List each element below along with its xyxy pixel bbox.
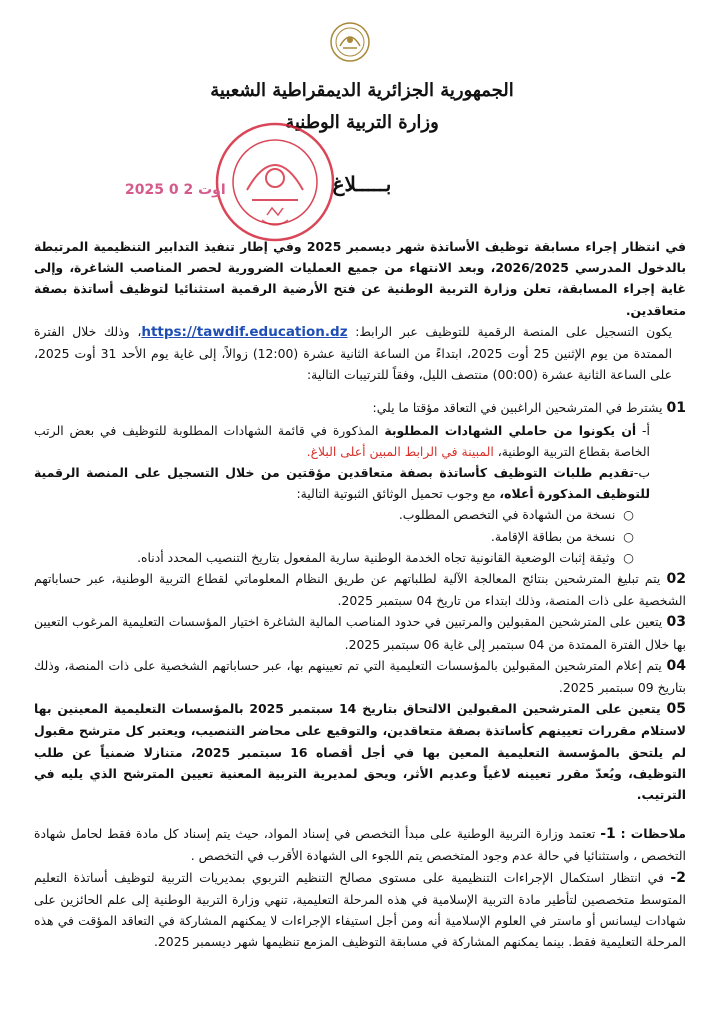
item-02-text: يتم تبليغ المترشحين بنتائج المعالجة الآلية لطلباتهم عن طريق النظام المعلوماتي لقطاع التربية الوطنية، عبر حساباتهم الشخصية على ذات المنصة، وذلك ابتداء من تاريخ 04 سبتمبر 2025. [34, 571, 686, 609]
registration-after: ، وذلك خلال الفترة الممتدة من يوم الإثنين 25 أوت 2025، ابتداءً من الساعة الثانية عشرة (12:00) زوالاً، إلى غاية يوم الأحد 31 أوت 2025، على الساعة الثانية عشرة (00:00) منتصف الليل، وفقاً للترتيبات التالية: [34, 323, 673, 383]
algeria-emblem-icon [328, 18, 372, 66]
item-01-b [34, 462, 686, 504]
item-01 [34, 397, 686, 419]
item-03 [34, 611, 686, 654]
ministry-heading: وزارة التربية الوطنية [285, 112, 439, 133]
item-01-b-text: مع وجوب تحميل الوثائق الثبوتية التالية: [296, 486, 496, 502]
item-03-text: يتعين على المترشحين المقبولين والمرتبين في حدود المناصب المالية الشاغرة اختيار المؤسسات التعليمية المرغوب التعيين بها خلال الفترة الممتدة من 04 سبتمبر إلى غاية 06 سبتمبر 2025. [34, 614, 686, 652]
registration-before: يكون التسجيل على المنصة الرقمية للتوظيف عبر الرابط: [355, 323, 672, 339]
item-01-a-prefix: أ- [642, 422, 650, 438]
list-item: ○ وثيقة إثبات الوضعية القانونية تجاه الخدمة الوطنية سارية المفعول بتاريخ التنصيب المحدد أدناه. [137, 549, 634, 565]
item-05-text: يتعين على المترشحين المقبولين الالتحاق بتاريخ 14 سبتمبر 2025 بالمؤسسات التعليمية المعينين بها لاستلام مقررات تعيينهم كأساتذة بصفة متعاقدين، والتوقيع على محاضر التنصيب، ويعتبر كل مترشح مقبول لم يلتحق بالمؤسسة التعليمية المعين بها في أجل أقصاه 16 سبتمبر 2025، متنازلا ضمنياً عن طلب التوظيف، ويُعدّ مقرر تعيينه لاغياً وعديم الأثر، ويحق لمديرية التربية المعنية تعيين المترشح الذي يليه في الترتيب. [34, 701, 686, 803]
item-01-a-red: المبينة في الرابط المبين أعلى البلاغ. [306, 443, 494, 459]
note-2 [34, 867, 686, 953]
item-01-a-bold: أن يكونوا من حاملي الشهادات المطلوبة [384, 422, 637, 438]
announcement-title: بـــــلاغ [332, 172, 392, 196]
item-02-number: 02 [666, 571, 686, 588]
document-body [34, 236, 686, 953]
note-1-text: تعتمد وزارة التربية الوطنية على مبدأ التخصص في إسناد المواد، حيث يتم إسناد كل مادة فقط لحامل شهادة التخصص ، واستثنائيا في حالة عدم وجود المتخصص يتم اللجوء الى الشهادة الأقرب في التخصص . [34, 826, 686, 864]
item-05-number: 05 [666, 701, 686, 718]
registration-link[interactable]: https://tawdif.education.dz [141, 323, 348, 340]
note-1-number: 1- [600, 826, 616, 843]
item-05 [34, 698, 686, 805]
item-01-a-text: المذكورة في قائمة الشهادات المطلوبة للتوظيف في بعض الرتب الخاصة بقطاع التربية الوطنية، [34, 422, 650, 459]
item-02 [34, 568, 686, 611]
note-2-number: 2- [670, 869, 686, 886]
registration-paragraph [34, 321, 686, 386]
republic-heading: الجمهورية الجزائرية الديمقراطية الشعبية [210, 80, 514, 101]
list-item: ○ نسخة من الشهادة في التخصص المطلوب. [398, 507, 634, 523]
item-04-text: يتم إعلام المترشحين المقبولين بالمؤسسات التعليمية التي تم تعيينهم بها، عبر حساباتهم الشخصية على ذات المنصة، وذلك بتاريخ 09 سبتمبر 2025. [34, 657, 686, 696]
item-04 [34, 655, 686, 698]
intro-paragraph: في انتظار إجراء مسابقة توظيف الأساتذة شهر ديسمبر 2025 وفي إطار تنفيذ التدابير التنظيمية المرتبطة بالدخول المدرسي 2026/2025، وبعد الانتهاء من جميع العمليات الضرورية لحصر المناصب الشاغرة، وإلى غاية إجراء المسابقة، تعلن وزارة التربية الوطنية عن فتح الأرضية الرقمية استثنائيا لتوظيف أساتذة بصفة متعاقدين. [34, 239, 687, 318]
item-01-b-bold: تقديم طلبات التوظيف كأساتذة بصفة متعاقدين مؤقتين من خلال التسجيل على المنصة الرقمية للتوظيف المذكورة أعلاه، [34, 465, 650, 502]
item-01-number: 01 [666, 400, 686, 417]
item-01-a [34, 420, 686, 462]
notes-label: ملاحظات : [620, 826, 686, 842]
note-2-text: في انتظار استكمال الإجراءات التنظيمية على مستوى مصالح التنظيم التربوي بمديريات التربية لتوظيف أساتذة التعليم المتوسط متخصصين لتأطير مادة التربية الإسلامية في هذه المرحلة التعليمية، تنهي وزارة التربية الوطنية إلى علم الحائزين على شهادات ليسانس أو ماستر في العلوم الإسلامية أنه ومن أجل استيفاء الإجراءات لا يمكنهم المشاركة في التعاقد المؤقت في هذه المرحلة التعليمية فقط. بينما يمكنهم المشاركة في مسابقة التوظيف المزمع تنظيمها شهر ديسمبر 2025. [34, 869, 686, 950]
item-01-b-prefix: ب- [633, 465, 650, 481]
note-1 [34, 823, 686, 866]
item-01-text: يشترط في المترشحين الراغبين في التعاقد مؤقتا ما يلي: [372, 400, 663, 416]
item-04-number: 04 [666, 657, 686, 674]
date-stamp: 2025 اوت 2 0 [125, 182, 226, 198]
list-item: ○ نسخة من بطاقة الإقامة. [490, 528, 634, 544]
item-03-number: 03 [666, 614, 686, 631]
